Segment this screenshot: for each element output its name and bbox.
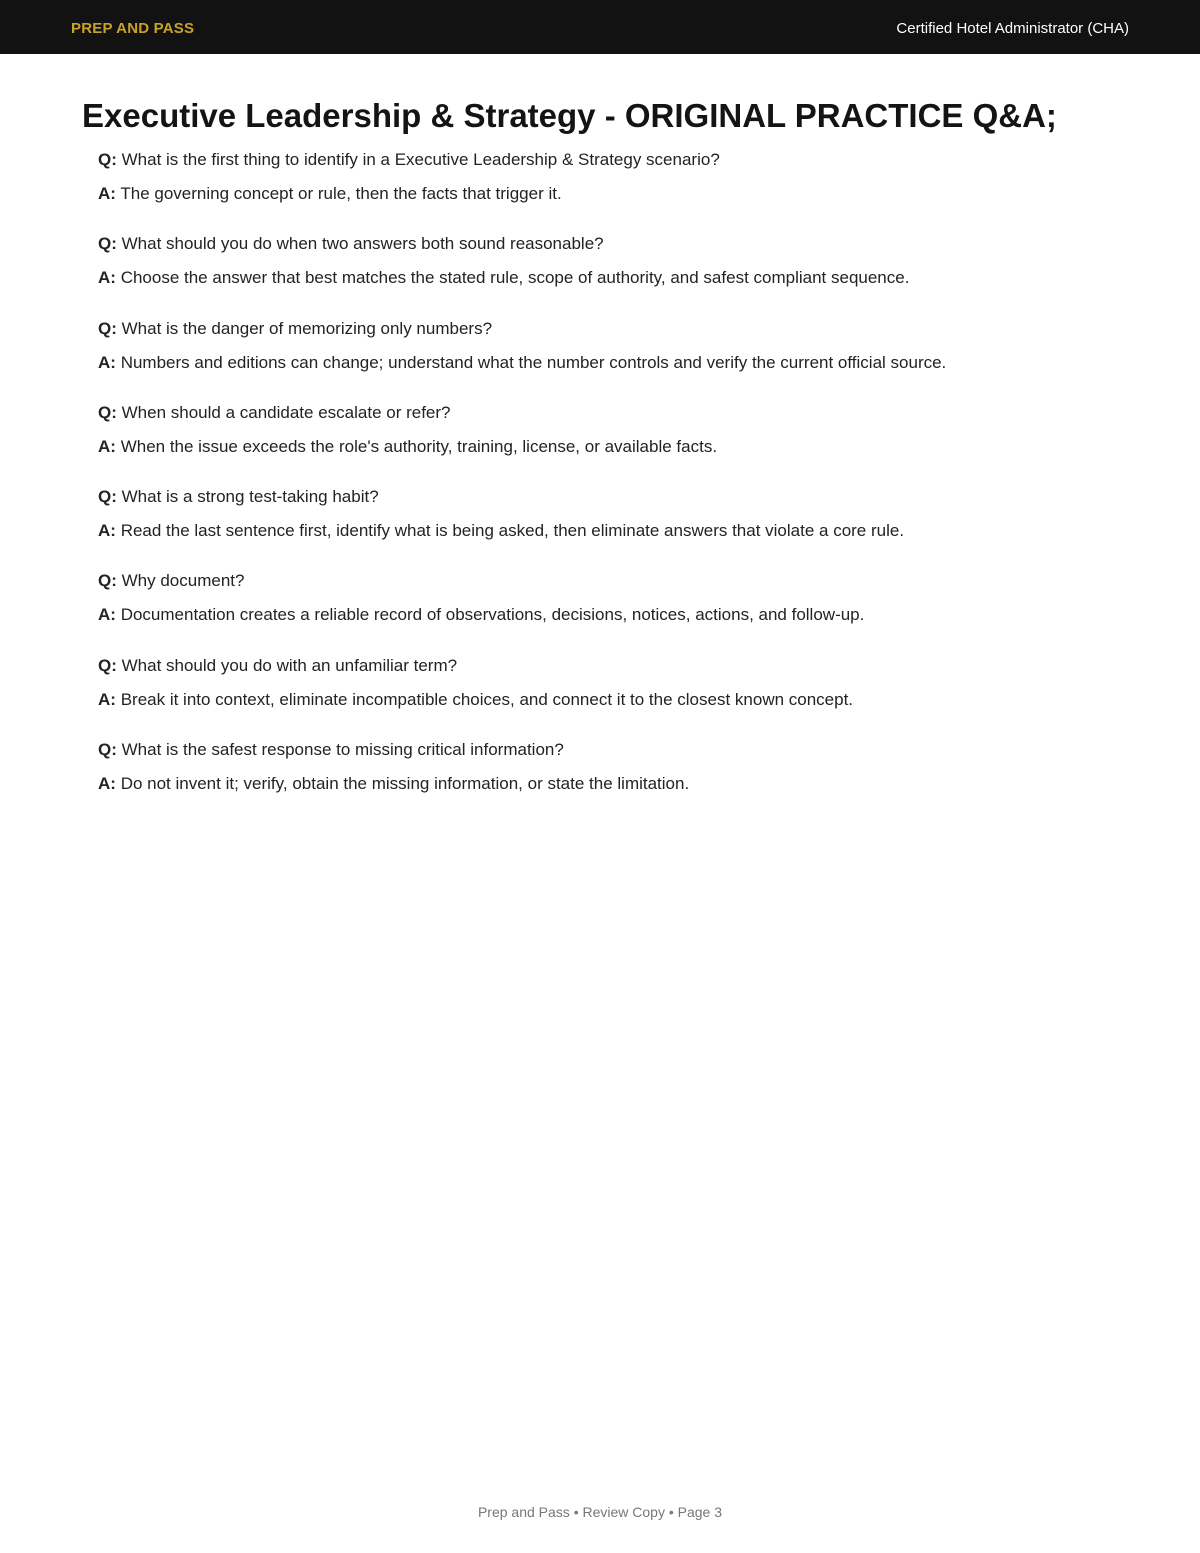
question-line — [98, 148, 1138, 172]
answer-text: When the issue exceeds the role's authority, training, license, or available facts. — [120, 436, 718, 456]
answer-text: Numbers and editions can change; understand what the number controls and verify the current official source. — [120, 352, 947, 372]
question-prefix: Q: — [98, 740, 117, 760]
answer-text: Do not invent it; verify, obtain the missing information, or state the limitation. — [120, 774, 690, 794]
qa-item — [98, 401, 1138, 485]
answer-line — [98, 351, 1138, 375]
question-text: What is the safest response to missing critical information? — [121, 740, 564, 760]
answer-text: Break it into context, eliminate incompatible choices, and connect it to the closest known concept. — [120, 689, 854, 709]
question-text: What should you do with an unfamiliar term? — [121, 655, 458, 675]
answer-text: Documentation creates a reliable record of observations, decisions, notices, actions, and follow-up. — [120, 605, 865, 625]
qa-list — [98, 148, 1138, 822]
question-text: What is the danger of memorizing only numbers? — [121, 318, 493, 338]
question-prefix: Q: — [98, 571, 117, 591]
question-line — [98, 654, 1138, 678]
answer-prefix: A: — [98, 184, 116, 203]
question-line — [98, 401, 1138, 425]
answer-prefix: A: — [98, 436, 116, 456]
question-text: When should a candidate escalate or refer? — [121, 402, 451, 422]
qa-item — [98, 317, 1138, 401]
question-line — [98, 232, 1138, 256]
question-text: What is a strong test-taking habit? — [121, 487, 379, 507]
question-prefix: Q: — [98, 655, 117, 675]
qa-item — [98, 485, 1138, 569]
answer-line — [98, 519, 1138, 543]
question-line — [98, 569, 1138, 593]
answer-line — [98, 266, 1138, 290]
page-title: Executive Leadership & Strategy - ORIGINAL PRACTICE Q&A; — [82, 97, 1057, 134]
question-line — [98, 485, 1138, 509]
answer-prefix: A: — [98, 352, 116, 372]
question-line — [98, 738, 1138, 762]
answer-line — [98, 182, 1138, 206]
qa-item — [98, 738, 1138, 822]
question-line — [98, 317, 1138, 341]
question-text: Why document? — [121, 571, 245, 591]
answer-text: Read the last sentence first, identify what is being asked, then eliminate answers that violate a core rule. — [120, 521, 905, 541]
question-prefix: Q: — [98, 487, 117, 507]
answer-prefix: A: — [98, 605, 116, 625]
header-bar — [0, 0, 1200, 54]
answer-prefix: A: — [98, 774, 116, 794]
question-text: What should you do when two answers both sound reasonable? — [121, 234, 604, 254]
answer-prefix: A: — [98, 521, 116, 541]
answer-prefix: A: — [98, 268, 116, 288]
brand-label: PREP AND PASS — [71, 20, 195, 37]
qa-item — [98, 232, 1138, 316]
answer-text: Choose the answer that best matches the stated rule, scope of authority, and safest compliant sequence. — [120, 268, 910, 288]
answer-line — [98, 435, 1138, 459]
answer-line — [98, 688, 1138, 712]
certification-label: Certified Hotel Administrator (CHA) — [896, 20, 1129, 37]
qa-item — [98, 569, 1138, 653]
answer-line — [98, 603, 1138, 627]
answer-text: The governing concept or rule, then the facts that trigger it. — [120, 184, 562, 203]
question-prefix: Q: — [98, 402, 117, 422]
question-text: What is the first thing to identify in a Executive Leadership & Strategy scenario? — [121, 150, 720, 169]
question-prefix: Q: — [98, 318, 117, 338]
qa-item — [98, 654, 1138, 738]
answer-prefix: A: — [98, 689, 116, 709]
answer-line — [98, 772, 1138, 796]
qa-item — [98, 148, 1138, 232]
question-prefix: Q: — [98, 234, 117, 254]
question-prefix: Q: — [98, 150, 117, 169]
page-footer: Prep and Pass • Review Copy • Page 3 — [477, 1504, 723, 1520]
